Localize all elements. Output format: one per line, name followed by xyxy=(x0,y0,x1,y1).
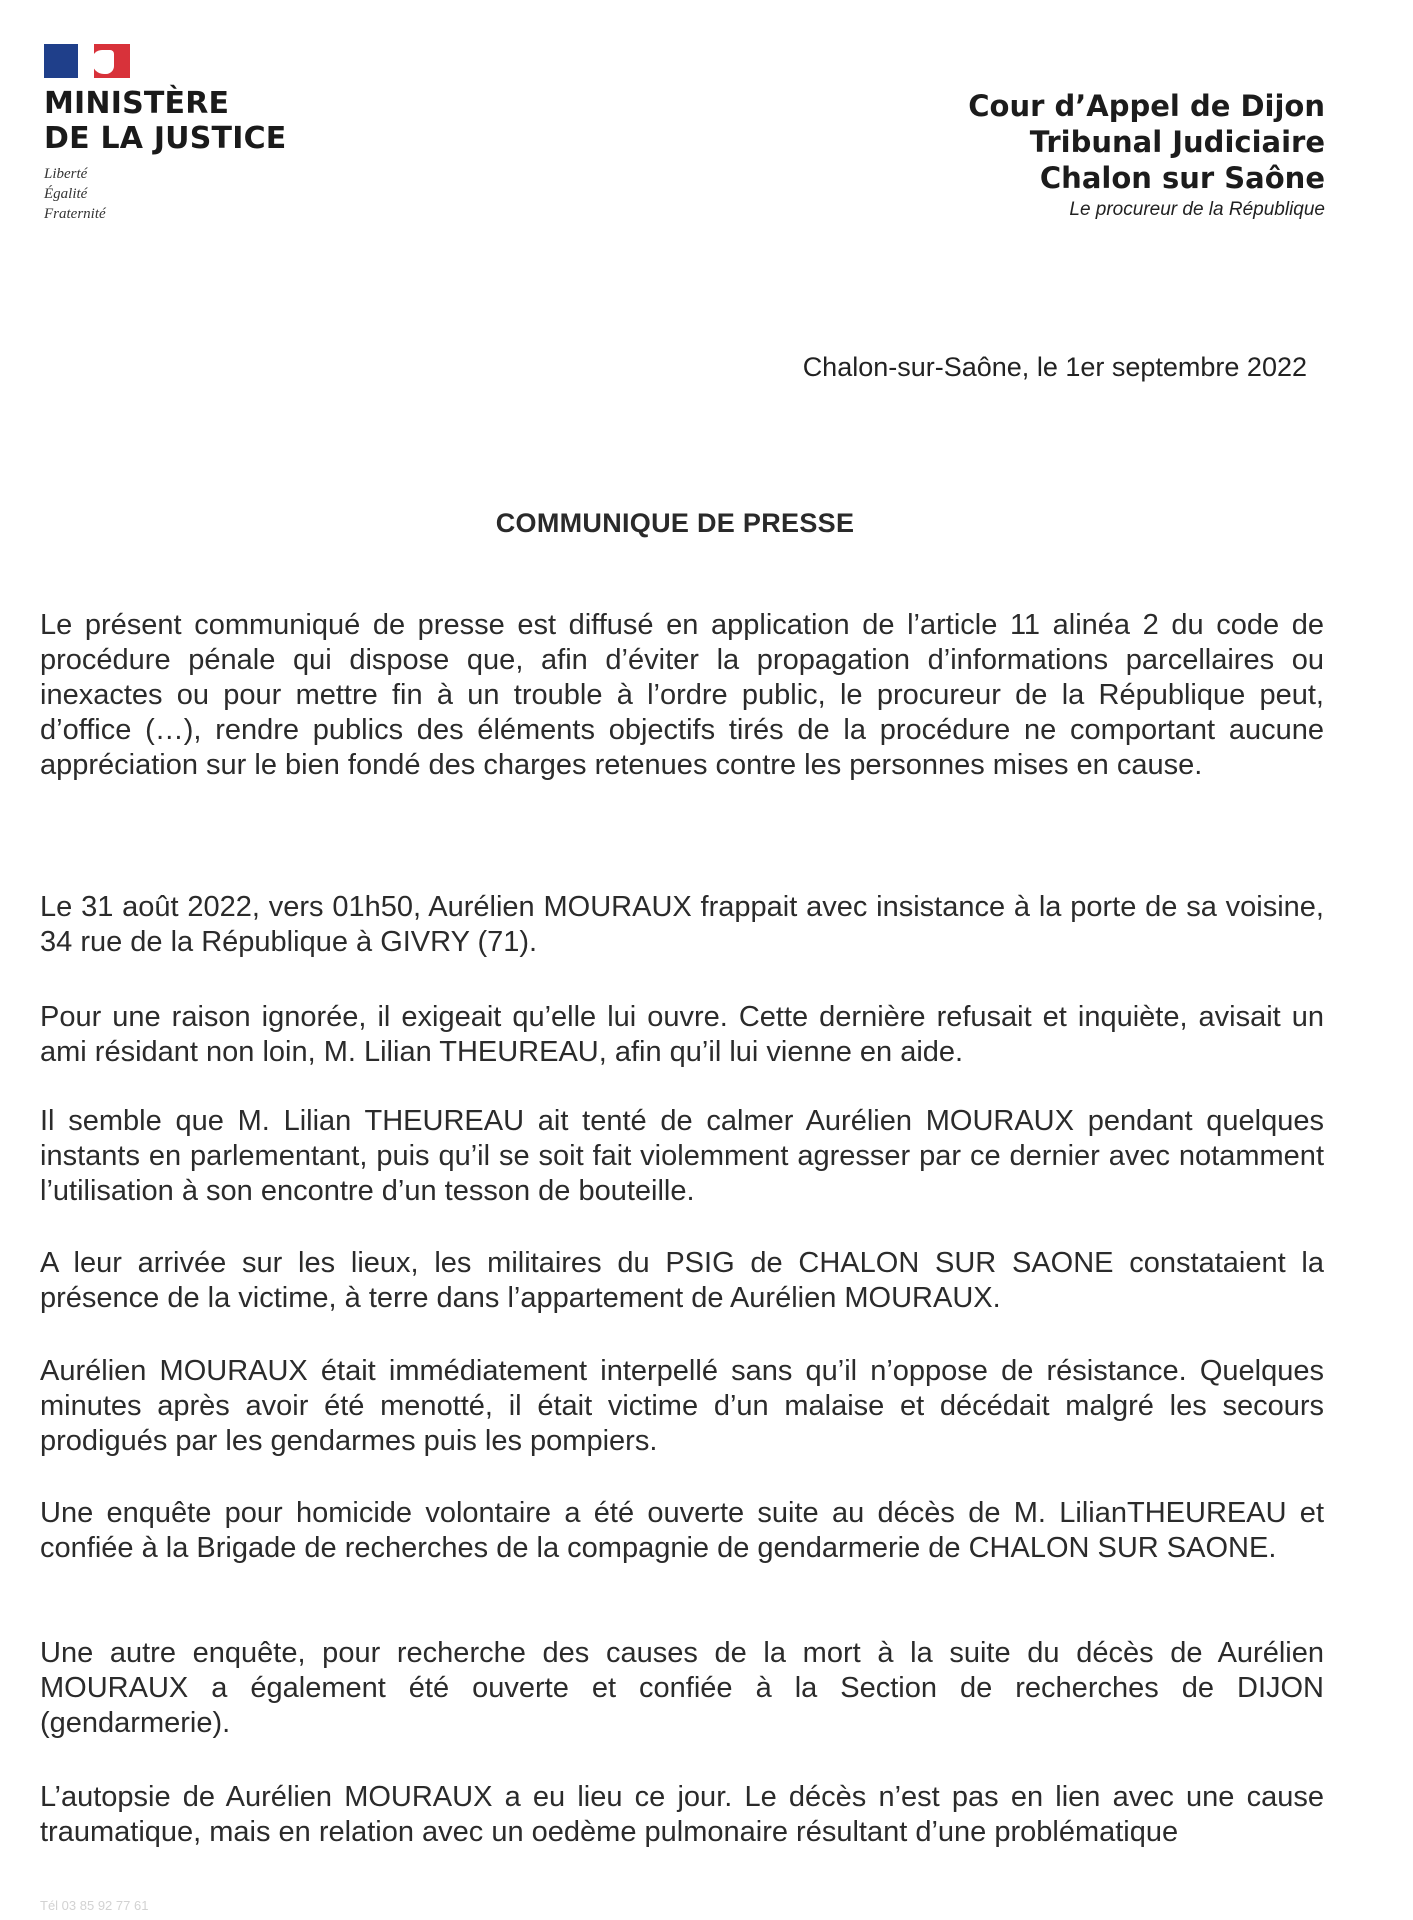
paragraph-1: Le 31 août 2022, vers 01h50, Aurélien MOURAUX frappait avec insistance à la porte de sa voisine, 34 rue de la République à GIVRY (71). xyxy=(40,891,1324,958)
ministry-name-line2: DE LA JUSTICE xyxy=(44,121,287,156)
paragraph-2: Pour une raison ignorée, il exigeait qu’elle lui ouvre. Cette dernière refusait et inquiète, avisait un ami résidant non loin, M. Lilian THEUREAU, afin qu’il lui vienne en aide. xyxy=(40,1001,1324,1068)
republic-motto xyxy=(44,164,304,224)
paragraph-7: Une autre enquête, pour recherche des causes de la mort à la suite du décès de Aurélien MOURAUX a également été ouverte et confiée à la Section de recherches de DIJON (gendarmerie). xyxy=(40,1637,1324,1739)
court-appeal: Cour d’Appel de Dijon xyxy=(968,89,1325,123)
motto-liberte: Liberté xyxy=(44,166,88,182)
paragraph-8: L’autopsie de Aurélien MOURAUX a eu lieu ce jour. Le décès n’est pas en lien avec une cause traumatique, mais en relation avec un oedème pulmonaire résultant d’une problématique xyxy=(40,1781,1324,1848)
court-prosecutor: Le procureur de la République xyxy=(1069,199,1325,220)
motto-egalite: Égalité xyxy=(44,186,88,202)
ministry-name xyxy=(44,86,304,156)
document-title: COMMUNIQUE DE PRESSE xyxy=(495,508,855,538)
ministry-logo xyxy=(44,44,304,224)
ministry-name-line1: MINISTÈRE xyxy=(44,86,230,121)
paragraph-4: A leur arrivée sur les lieux, les militaires du PSIG de CHALON SUR SAONE constataient la présence de la victime, à terre dans l’appartement de Aurélien MOURAUX. xyxy=(40,1247,1324,1314)
paragraph-3: Il semble que M. Lilian THEUREAU ait tenté de calmer Aurélien MOURAUX pendant quelques instants en parlementant, puis qu’il se soit fait violemment agresser par ce dernier avec notamment l’utilisation à son encontre d’un tesson de bouteille. xyxy=(40,1105,1324,1207)
paragraph-6: Une enquête pour homicide volontaire a été ouverte suite au décès de M. LilianTHEUREAU et confiée à la Brigade de recherches de la compagnie de gendarmerie de CHALON SUR SAONE. xyxy=(40,1497,1324,1564)
footer-phone: Tél 03 85 92 77 61 xyxy=(40,1898,149,1913)
court-city: Chalon sur Saône xyxy=(1039,161,1325,195)
paragraph-5: Aurélien MOURAUX était immédiatement interpellé sans qu’il n’oppose de résistance. Quelques minutes après avoir été menotté, il était victime d’un malaise et décédait malgré les secours prodigués par les gendarmes puis les pompiers. xyxy=(40,1355,1324,1457)
court-tribunal: Tribunal Judiciaire xyxy=(1029,125,1325,159)
motto-fraternite: Fraternité xyxy=(44,206,106,222)
marianne-flag-icon xyxy=(44,44,130,78)
dateline: Chalon-sur-Saône, le 1er septembre 2022 xyxy=(802,352,1307,382)
paragraph-legal-notice: Le présent communiqué de presse est diffusé en application de l’article 11 alinéa 2 du code de procédure pénale qui dispose que, afin d’éviter la propagation d’informations parcellaires ou inexactes ou pour mettre fin à un trouble à l’ordre public, le procureur de la République peut, d’office (…), rendre publics des éléments objectifs tirés de la procédure ne comportant aucune appréciation sur le bien fondé des charges retenues contre les personnes mises en cause. xyxy=(40,609,1324,781)
court-header xyxy=(968,88,1325,223)
